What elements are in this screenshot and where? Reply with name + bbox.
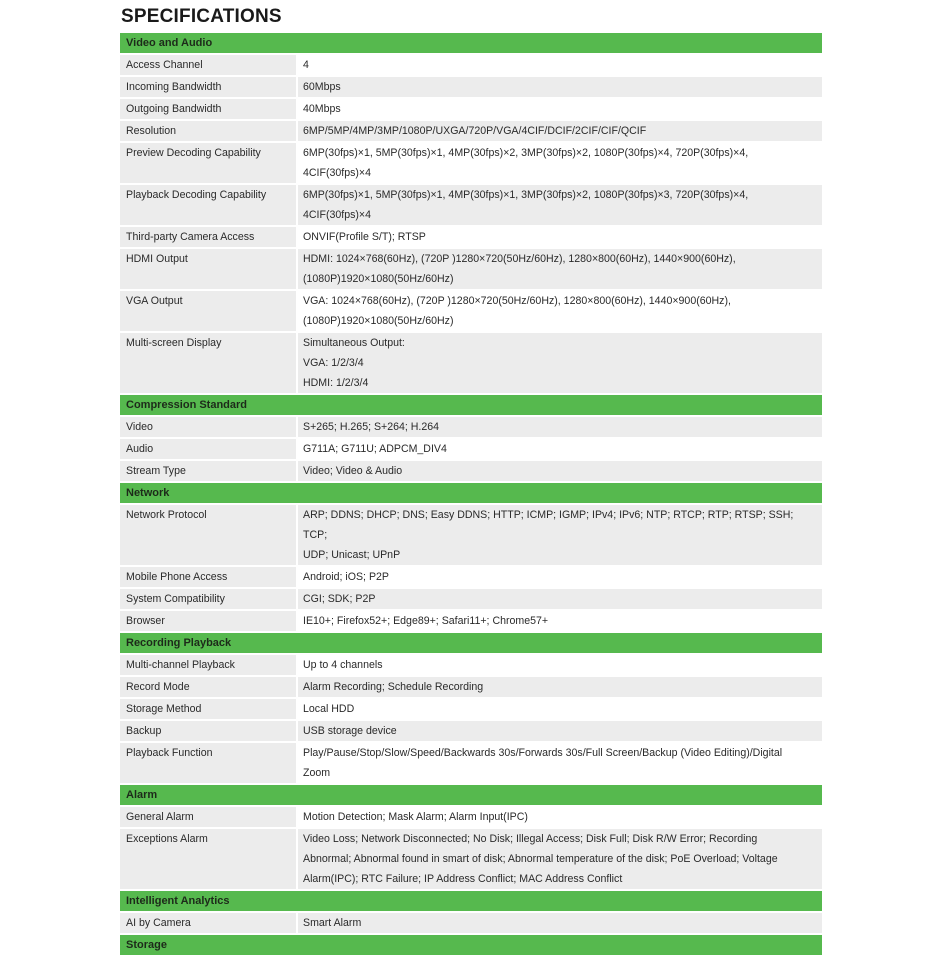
- spec-value: Play/Pause/Stop/Slow/Speed/Backwards 30s/Forwards 30s/Full Screen/Backup (Video Editing)/Digital Zoom: [298, 743, 822, 783]
- spec-value: 6MP(30fps)×1, 5MP(30fps)×1, 4MP(30fps)×2, 3MP(30fps)×2, 1080P(30fps)×4, 720P(30fps)×4, 4CIF(30fps)×4: [298, 143, 822, 183]
- spec-row: [120, 417, 822, 437]
- spec-row: [120, 143, 822, 183]
- spec-value: 40Mbps: [298, 99, 822, 119]
- spec-value: 6MP/5MP/4MP/3MP/1080P/UXGA/720P/VGA/4CIF/DCIF/2CIF/CIF/QCIF: [298, 121, 822, 141]
- specifications-table: [120, 33, 822, 957]
- spec-row: [120, 655, 822, 675]
- spec-value: ONVIF(Profile S/T); RTSP: [298, 227, 822, 247]
- spec-row: [120, 699, 822, 719]
- spec-row: [120, 77, 822, 97]
- spec-value: HDMI: 1024×768(60Hz), (720P )1280×720(50Hz/60Hz), 1280×800(60Hz), 1440×900(60Hz), (1080P)1920×1080(50Hz/60Hz): [298, 249, 822, 289]
- spec-row: [120, 333, 822, 393]
- spec-row: [120, 249, 822, 289]
- spec-label: Playback Decoding Capability: [120, 185, 296, 225]
- spec-label: VGA Output: [120, 291, 296, 331]
- spec-label: Backup: [120, 721, 296, 741]
- spec-label: Exceptions Alarm: [120, 829, 296, 889]
- spec-row: [120, 829, 822, 889]
- spec-label: Third-party Camera Access: [120, 227, 296, 247]
- section-header: Intelligent Analytics: [120, 891, 822, 911]
- spec-label: Multi-channel Playback: [120, 655, 296, 675]
- spec-value: Simultaneous Output: VGA: 1/2/3/4 HDMI: 1/2/3/4: [298, 333, 822, 393]
- page-title: SPECIFICATIONS: [121, 6, 282, 27]
- spec-label: General Alarm: [120, 807, 296, 827]
- spec-label: Network Protocol: [120, 505, 296, 565]
- spec-label: Multi-screen Display: [120, 333, 296, 393]
- spec-value: Video; Video & Audio: [298, 461, 822, 481]
- spec-label: Mobile Phone Access: [120, 567, 296, 587]
- spec-row: [120, 439, 822, 459]
- spec-row: [120, 567, 822, 587]
- spec-row: [120, 913, 822, 933]
- spec-value: Alarm Recording; Schedule Recording: [298, 677, 822, 697]
- spec-value: Android; iOS; P2P: [298, 567, 822, 587]
- spec-label: Browser: [120, 611, 296, 631]
- spec-value: Smart Alarm: [298, 913, 822, 933]
- spec-value: 60Mbps: [298, 77, 822, 97]
- spec-label: Resolution: [120, 121, 296, 141]
- section-header: Video and Audio: [120, 33, 822, 53]
- spec-label: Preview Decoding Capability: [120, 143, 296, 183]
- spec-label: Outgoing Bandwidth: [120, 99, 296, 119]
- spec-row: [120, 505, 822, 565]
- spec-row: [120, 743, 822, 783]
- spec-value: Local HDD: [298, 699, 822, 719]
- spec-value: ARP; DDNS; DHCP; DNS; Easy DDNS; HTTP; ICMP; IGMP; IPv4; IPv6; NTP; RTCP; RTP; RTSP; SSH; TCP; UDP; Unicast; UPnP: [298, 505, 822, 565]
- spec-row: [120, 121, 822, 141]
- spec-row: [120, 227, 822, 247]
- spec-value: Motion Detection; Mask Alarm; Alarm Input(IPC): [298, 807, 822, 827]
- spec-row: [120, 589, 822, 609]
- spec-label: System Compatibility: [120, 589, 296, 609]
- section-header: Network: [120, 483, 822, 503]
- spec-value: G711A; G711U; ADPCM_DIV4: [298, 439, 822, 459]
- spec-label: Video: [120, 417, 296, 437]
- spec-row: [120, 185, 822, 225]
- section-header: Alarm: [120, 785, 822, 805]
- spec-label: Audio: [120, 439, 296, 459]
- spec-label: Record Mode: [120, 677, 296, 697]
- spec-label: HDMI Output: [120, 249, 296, 289]
- spec-value: Up to 4 channels: [298, 655, 822, 675]
- spec-label: Playback Function: [120, 743, 296, 783]
- spec-value: USB storage device: [298, 721, 822, 741]
- section-header: Recording Playback: [120, 633, 822, 653]
- spec-value: S+265; H.265; S+264; H.264: [298, 417, 822, 437]
- spec-label: Storage Method: [120, 699, 296, 719]
- spec-value: 4: [298, 55, 822, 75]
- section-header: Storage: [120, 935, 822, 955]
- spec-label: Access Channel: [120, 55, 296, 75]
- spec-row: [120, 611, 822, 631]
- spec-row: [120, 461, 822, 481]
- spec-value: VGA: 1024×768(60Hz), (720P )1280×720(50Hz/60Hz), 1280×800(60Hz), 1440×900(60Hz), (1080P)1920×1080(50Hz/60Hz): [298, 291, 822, 331]
- spec-row: [120, 721, 822, 741]
- spec-value: Video Loss; Network Disconnected; No Disk; Illegal Access; Disk Full; Disk R/W Error; Recording Abnormal; Abnormal found in smart of disk; Abnormal temperature of the disk; PoE Overload; Voltage Alarm(IPC); RTC Failure; IP Address Conflict; MAC Address Conflict: [298, 829, 822, 889]
- spec-label: Stream Type: [120, 461, 296, 481]
- spec-value: IE10+; Firefox52+; Edge89+; Safari11+; Chrome57+: [298, 611, 822, 631]
- spec-label: AI by Camera: [120, 913, 296, 933]
- spec-row: [120, 55, 822, 75]
- spec-value: CGI; SDK; P2P: [298, 589, 822, 609]
- spec-row: [120, 807, 822, 827]
- spec-label: Incoming Bandwidth: [120, 77, 296, 97]
- spec-value: 6MP(30fps)×1, 5MP(30fps)×1, 4MP(30fps)×1, 3MP(30fps)×2, 1080P(30fps)×3, 720P(30fps)×4, 4CIF(30fps)×4: [298, 185, 822, 225]
- spec-row: [120, 291, 822, 331]
- spec-row: [120, 99, 822, 119]
- section-header: Compression Standard: [120, 395, 822, 415]
- spec-row: [120, 677, 822, 697]
